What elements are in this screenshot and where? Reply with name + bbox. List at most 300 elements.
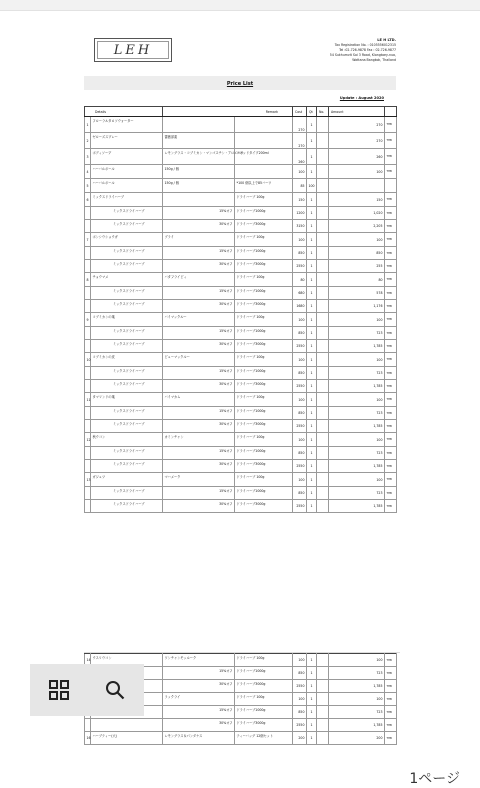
table-subrow (85, 407, 397, 420)
row-remark2: ドライハーブ 100g (235, 233, 293, 247)
row-amount: 578 (329, 287, 385, 300)
row-amount: 723 (329, 706, 385, 719)
row-remark2: ドライハーブ1000g (235, 207, 293, 220)
row-currency: THB (385, 433, 397, 447)
row-details: ゼローズスプレー (91, 133, 163, 149)
row-amount: 1,020 (329, 207, 385, 220)
row-remark: 30%オフ (163, 680, 235, 693)
row-no (317, 460, 329, 473)
row-currency: THB (385, 460, 397, 473)
row-currency: THB (385, 233, 397, 247)
price-table (84, 106, 397, 513)
row-remark: バイマカム (163, 393, 235, 407)
row-cost: 100 (293, 473, 307, 487)
row-currency: THB (385, 407, 397, 420)
row-details: ボンシウショウガ (91, 233, 163, 247)
row-no (317, 680, 329, 693)
col-header-cost: Cost (293, 107, 307, 117)
row-remark2: ドライハーブ3000g (235, 719, 293, 732)
row-remark: ラックライ (163, 693, 235, 706)
table-subrow (85, 460, 397, 473)
row-remark2: ドライハーブ1000g (235, 667, 293, 680)
row-remark: 15%オフ (163, 247, 235, 260)
row-currency: THB (385, 340, 397, 353)
row-remark: 15%オフ (163, 287, 235, 300)
row-currency: THB (385, 327, 397, 340)
row-cost: 100 (293, 233, 307, 247)
row-remark2: ドライハーブ 100g (235, 193, 293, 207)
row-remark: 30%オフ (163, 719, 235, 732)
row-remark (163, 117, 235, 133)
row-no (317, 300, 329, 313)
row-currency: THB (385, 393, 397, 407)
table-subrow (85, 500, 397, 513)
row-remark2: ドライハーブ3000g (235, 300, 293, 313)
row-number: 9 (85, 313, 91, 327)
row-qt: 1 (307, 693, 317, 706)
row-amount: 200 (329, 732, 385, 745)
row-number: 2 (85, 133, 91, 149)
row-number: 4 (85, 165, 91, 179)
row-cost: 100 (293, 313, 307, 327)
row-qt: 1 (307, 706, 317, 719)
row-currency: THB (385, 719, 397, 732)
row-remark: レモングラス＆パンダナス (163, 732, 235, 745)
row-remark: 30%オフ (163, 340, 235, 353)
row-details: ミックスドライハーブ (91, 247, 163, 260)
row-no (317, 327, 329, 340)
row-qt: 1 (307, 407, 317, 420)
row-amount: 1,785 (329, 380, 385, 393)
row-no (317, 149, 329, 165)
row-remark: バタフライピィ (163, 273, 235, 287)
search-button[interactable] (98, 674, 132, 706)
row-details: ガジュツ (91, 473, 163, 487)
row-no (317, 667, 329, 680)
logo-text: LEH (97, 41, 169, 59)
row-details: 秋ウコン (91, 433, 163, 447)
row-qt: 1 (307, 207, 317, 220)
table-row (85, 353, 397, 367)
row-cost: 2550 (293, 460, 307, 473)
row-cost: 100 (293, 393, 307, 407)
table-row (85, 233, 397, 247)
row-qt: 1 (307, 193, 317, 207)
row-details: ミックスドライハーブ (91, 340, 163, 353)
page-title: Price List (226, 81, 254, 87)
table-row (85, 133, 397, 149)
table-subrow (85, 247, 397, 260)
row-currency: THB (385, 353, 397, 367)
table-subrow (85, 340, 397, 353)
row-qt: 1 (307, 667, 317, 680)
row-currency: THB (385, 367, 397, 380)
row-details: ウスリウコン (91, 654, 163, 667)
row-remark2: ドライハーブ3000g (235, 680, 293, 693)
row-remark: 30%オフ (163, 220, 235, 233)
row-amount: 723 (329, 407, 385, 420)
row-remark: マハメーク (163, 473, 235, 487)
row-qt: 1 (307, 327, 317, 340)
row-no (317, 487, 329, 500)
row-cost: 850 (293, 447, 307, 460)
company-logo (94, 38, 172, 62)
table-row (85, 433, 397, 447)
row-number: 14 (85, 654, 91, 667)
table-header-row (85, 107, 397, 117)
row-number: 11 (85, 393, 91, 407)
row-remark: レモングラス・コブミカン・マンゴスチン・アロエベラ (163, 149, 235, 165)
row-qt: 1 (307, 719, 317, 732)
grid-view-button[interactable] (42, 674, 76, 706)
row-remark: 30%オフ (163, 500, 235, 513)
row-remark2: ドライハーブ1000g (235, 367, 293, 380)
row-currency: THB (385, 680, 397, 693)
row-cost: 850 (293, 407, 307, 420)
row-no (317, 207, 329, 220)
row-currency: THB (385, 247, 397, 260)
row-details: ミックスドライハーブ (91, 367, 163, 380)
table-subrow (85, 719, 397, 732)
row-qt: 1 (307, 273, 317, 287)
row-currency: THB (385, 693, 397, 706)
row-currency: THB (385, 706, 397, 719)
row-cost: 270 (293, 133, 307, 149)
row-amount: 150 (329, 193, 385, 207)
row-amount: 100 (329, 473, 385, 487)
row-number: 16 (85, 732, 91, 745)
row-number: 6 (85, 193, 91, 207)
row-no (317, 367, 329, 380)
row-amount: 2,205 (329, 220, 385, 233)
row-amount: 255 (329, 260, 385, 273)
row-cost: 2550 (293, 260, 307, 273)
row-remark2: ドライハーブ1000g (235, 487, 293, 500)
row-currency: THB (385, 313, 397, 327)
row-qt: 1 (307, 300, 317, 313)
row-no (317, 220, 329, 233)
row-cost: 1680 (293, 300, 307, 313)
row-remark2: ドライハーブ 100g (235, 273, 293, 287)
row-cost: 1200 (293, 207, 307, 220)
table-row (85, 393, 397, 407)
price-list-band (84, 76, 396, 90)
row-no (317, 133, 329, 149)
row-qt: 1 (307, 487, 317, 500)
row-details: ハーブティー(大) (91, 732, 163, 745)
row-details: ハーバルボール (91, 179, 163, 193)
row-remark2: ドライハーブ1000g (235, 407, 293, 420)
row-amount: 850 (329, 247, 385, 260)
row-remark: 薔薇部素 (163, 133, 235, 149)
row-currency: THB (385, 133, 397, 149)
row-remark2: ドライハーブ3000g (235, 340, 293, 353)
table-subrow (85, 327, 397, 340)
table-row (85, 193, 397, 207)
company-address-line2: Wattana Bangkok, Thailand (352, 58, 396, 62)
company-name: LE H LTD. (377, 38, 396, 42)
row-details: ミックスドライハーブ (91, 487, 163, 500)
table-row (85, 117, 397, 133)
row-cost: 260 (293, 149, 307, 165)
row-details: ミックスドライハーブ (91, 287, 163, 300)
table-row (85, 149, 397, 165)
company-info (276, 38, 396, 63)
row-qt: 1 (307, 473, 317, 487)
row-qt: 1 (307, 500, 317, 513)
row-number: 1 (85, 117, 91, 133)
col-header-qt: Qt (307, 107, 317, 117)
row-remark2: ドライハーブ1000g (235, 247, 293, 260)
row-no (317, 500, 329, 513)
row-qt: 1 (307, 117, 317, 133)
row-details: コブミカンの葉 (91, 313, 163, 327)
row-amount: 723 (329, 367, 385, 380)
row-no (317, 313, 329, 327)
table-row (85, 732, 397, 745)
company-phone: Tel :02-726-9878 Fax : 02-726-9877 (339, 48, 396, 52)
row-cost: 100 (293, 654, 307, 667)
row-details: ミックスドライハーブ (91, 460, 163, 473)
row-cost: 100 (293, 433, 307, 447)
row-amount: 1,785 (329, 420, 385, 433)
row-cost: 850 (293, 367, 307, 380)
row-remark: 15%オフ (163, 207, 235, 220)
row-qt: 1 (307, 680, 317, 693)
search-icon (105, 680, 125, 700)
row-remark2: リキッドタイプ200ml (235, 149, 293, 165)
row-amount: 100 (329, 654, 385, 667)
row-no (317, 380, 329, 393)
row-remark2: ドライハーブ 100g (235, 693, 293, 706)
row-no (317, 117, 329, 133)
row-remark: 15%オフ (163, 367, 235, 380)
row-qt: 1 (307, 313, 317, 327)
row-cost: 2550 (293, 500, 307, 513)
row-currency: THB (385, 732, 397, 745)
row-amount: 270 (329, 133, 385, 149)
row-currency: THB (385, 117, 397, 133)
row-number: 12 (85, 433, 91, 447)
row-remark: 30%オフ (163, 420, 235, 433)
row-currency: THB (385, 654, 397, 667)
row-amount: 100 (329, 433, 385, 447)
row-currency: THB (385, 149, 397, 165)
row-amount: 1,785 (329, 500, 385, 513)
row-no (317, 165, 329, 179)
row-qt: 1 (307, 393, 317, 407)
row-no (317, 273, 329, 287)
row-qt: 100 (307, 179, 317, 193)
row-no (317, 179, 329, 193)
document-page-1 (84, 30, 400, 542)
row-amount: 1,785 (329, 719, 385, 732)
row-cost: 680 (293, 287, 307, 300)
row-currency: THB (385, 273, 397, 287)
row-number: 8 (85, 273, 91, 287)
row-remark2: ドライハーブ3000g (235, 220, 293, 233)
row-details: ミックスドライハーブ (91, 207, 163, 220)
table-subrow (85, 260, 397, 273)
row-currency: THB (385, 193, 397, 207)
row-no (317, 447, 329, 460)
row-amount: 1,176 (329, 300, 385, 313)
table-subrow (85, 487, 397, 500)
row-amount: 1,785 (329, 340, 385, 353)
row-no (317, 233, 329, 247)
row-no (317, 654, 329, 667)
col-header-no: No. (317, 107, 329, 117)
row-no (317, 407, 329, 420)
row-details: ミックスドライハーブ (91, 407, 163, 420)
price-table-body (85, 117, 397, 513)
row-currency: THB (385, 165, 397, 179)
row-remark: 15%オフ (163, 667, 235, 680)
row-details: ミックスドライハーブ (91, 220, 163, 233)
row-qt: 1 (307, 165, 317, 179)
row-currency: THB (385, 207, 397, 220)
row-remark2: ドライハーブ1000g (235, 706, 293, 719)
row-no (317, 693, 329, 706)
row-currency: THB (385, 260, 397, 273)
grid-icon (49, 680, 69, 700)
row-qt: 1 (307, 420, 317, 433)
row-no (317, 247, 329, 260)
row-remark2: ドライハーブ1000g (235, 287, 293, 300)
table-subrow (85, 287, 397, 300)
row-cost: 100 (293, 165, 307, 179)
row-cost: 3150 (293, 220, 307, 233)
row-remark2: ドライハーブ 100g (235, 433, 293, 447)
row-remark: ブライ (163, 233, 235, 247)
row-details: ミックスドライハーブ (91, 500, 163, 513)
row-amount: 100 (329, 353, 385, 367)
row-qt: 1 (307, 353, 317, 367)
row-remark: ピューマックルー (163, 353, 235, 367)
row-currency: THB (385, 300, 397, 313)
row-cost: 2550 (293, 680, 307, 693)
company-address-line1: 54 Sukhumvit Soi 3 Road, Klongtoey-nua, (329, 53, 396, 57)
row-amount: 100 (329, 233, 385, 247)
row-amount (329, 179, 385, 193)
table-row (85, 473, 397, 487)
table-row (85, 273, 397, 287)
row-qt: 1 (307, 732, 317, 745)
row-amount: 723 (329, 667, 385, 680)
row-number: 5 (85, 179, 91, 193)
row-qt: 1 (307, 654, 317, 667)
row-qt: 1 (307, 340, 317, 353)
browser-top-bar (0, 0, 480, 11)
table-subrow (85, 220, 397, 233)
row-remark2 (235, 133, 293, 149)
row-no (317, 353, 329, 367)
row-number: 7 (85, 233, 91, 247)
row-remark: 15%オフ (163, 706, 235, 719)
row-details (91, 719, 163, 732)
row-amount: 723 (329, 447, 385, 460)
row-remark: ワンチャンモッルーク (163, 654, 235, 667)
row-cost: 2550 (293, 380, 307, 393)
row-remark: 15%オフ (163, 327, 235, 340)
row-amount: 723 (329, 327, 385, 340)
row-qt: 1 (307, 133, 317, 149)
row-cost: 100 (293, 693, 307, 706)
row-details: ミックスドライハーブ (91, 447, 163, 460)
row-cost: 850 (293, 487, 307, 500)
row-cost: 850 (293, 667, 307, 680)
row-qt: 1 (307, 287, 317, 300)
row-currency: THB (385, 473, 397, 487)
row-cost: 850 (293, 247, 307, 260)
table-subrow (85, 207, 397, 220)
row-no (317, 732, 329, 745)
row-qt: 1 (307, 380, 317, 393)
row-amount: 100 (329, 693, 385, 706)
row-no (317, 473, 329, 487)
page-indicator: 1ページ (409, 771, 460, 787)
row-remark: 15%オフ (163, 487, 235, 500)
row-remark2: *100 個以上で85バーツ (235, 179, 293, 193)
row-currency: THB (385, 220, 397, 233)
row-currency: THB (385, 420, 397, 433)
row-number: 13 (85, 473, 91, 487)
row-amount: 100 (329, 313, 385, 327)
row-no (317, 393, 329, 407)
row-amount: 1,785 (329, 460, 385, 473)
row-amount: 80 (329, 273, 385, 287)
row-remark2 (235, 165, 293, 179)
row-remark: 150g / 個 (163, 165, 235, 179)
floating-toolbar (30, 664, 144, 716)
row-currency: THB (385, 487, 397, 500)
row-amount: 100 (329, 393, 385, 407)
row-details: ミックスドライハーブ (91, 420, 163, 433)
row-remark: バイマックルー (163, 313, 235, 327)
table-row (85, 313, 397, 327)
row-remark: 30%オフ (163, 300, 235, 313)
row-currency: THB (385, 667, 397, 680)
row-qt: 1 (307, 460, 317, 473)
row-no (317, 433, 329, 447)
row-details: ミックスドライハーブ (91, 260, 163, 273)
row-details: フローラルタロソウォーター (91, 117, 163, 133)
row-cost: 2550 (293, 420, 307, 433)
row-cost: 100 (293, 353, 307, 367)
row-currency: THB (385, 500, 397, 513)
row-details: ミックスドライハーブ (91, 300, 163, 313)
row-remark2: ドライハーブ3000g (235, 500, 293, 513)
row-cost: 270 (293, 117, 307, 133)
row-remark2: ドライハーブ3000g (235, 460, 293, 473)
row-remark2: ドライハーブ 100g (235, 473, 293, 487)
row-qt: 1 (307, 233, 317, 247)
row-qt: 1 (307, 220, 317, 233)
row-remark: 30%オフ (163, 260, 235, 273)
row-no (317, 287, 329, 300)
table-subrow (85, 447, 397, 460)
row-amount: 1,785 (329, 680, 385, 693)
update-date: Update : August 2020 (339, 96, 384, 100)
row-cost: 850 (293, 327, 307, 340)
table-subrow (85, 367, 397, 380)
row-remark2: ドライハーブ3000g (235, 260, 293, 273)
row-cost: 850 (293, 706, 307, 719)
row-remark2 (235, 117, 293, 133)
row-remark2: ドライハーブ3000g (235, 420, 293, 433)
row-number: 10 (85, 353, 91, 367)
row-remark2: ドライハーブ 100g (235, 654, 293, 667)
